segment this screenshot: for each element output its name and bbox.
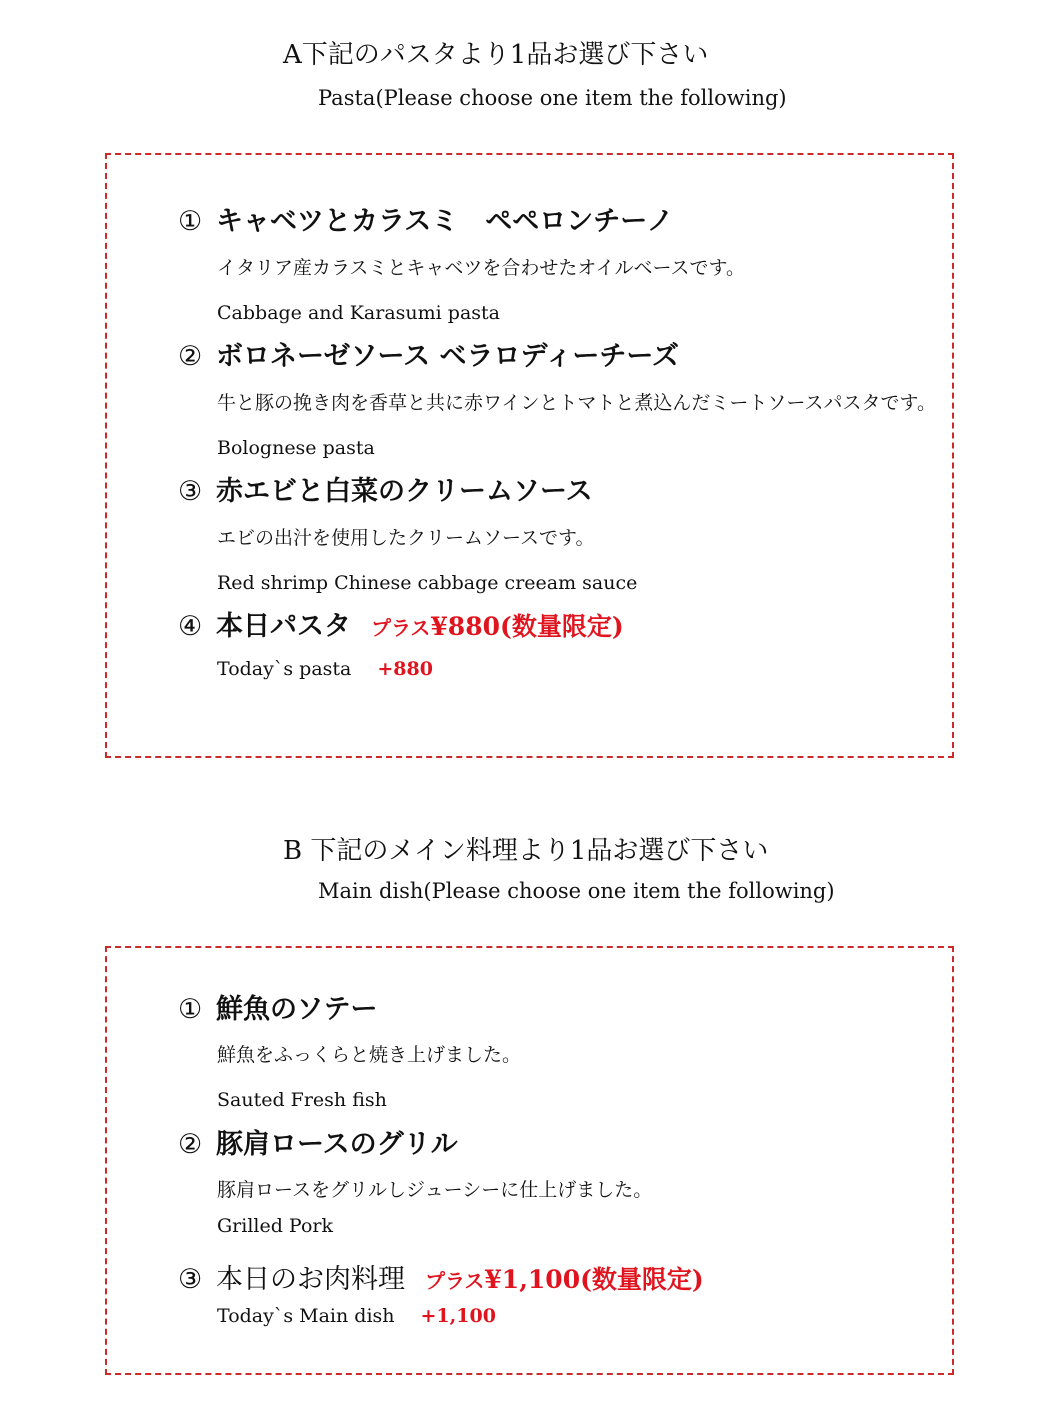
item-number: ③ — [178, 476, 203, 507]
pasta-item-1-title — [178, 206, 674, 238]
item-number: ① — [178, 206, 203, 237]
main-item-2-title — [178, 1129, 458, 1161]
price-value: ¥1,100(数量限定) — [484, 1265, 704, 1294]
english-name: Today`s pasta — [217, 658, 352, 680]
item-name: 本日のお肉料理 — [216, 1264, 405, 1295]
main-item-2-description: 豚肩ロースをグリルしジューシーに仕上げました。 — [217, 1179, 653, 1201]
pasta-item-3-description: エビの出汁を使用したクリームソースです。 — [217, 527, 595, 549]
price-kana: プラス — [371, 616, 431, 640]
section-b-subtitle: Main dish(Please choose one item the following) — [318, 879, 835, 903]
main-item-2-english: Grilled Pork — [217, 1215, 333, 1237]
item-name: キャベツとカラスミ ペペロンチーノ — [216, 206, 674, 237]
english-name: Today`s Main dish — [217, 1305, 395, 1327]
pasta-item-3-title — [178, 476, 593, 508]
item-name: 赤エビと白菜のクリームソース — [216, 476, 593, 507]
section-a-subtitle: Pasta(Please choose one item the following) — [318, 86, 787, 110]
item-number: ③ — [178, 1264, 203, 1295]
section-a-title: A下記のパスタより1品お選び下さい — [283, 40, 709, 70]
price-badge — [425, 1265, 704, 1294]
item-number: ② — [178, 1129, 203, 1160]
extra-price: +1,100 — [420, 1305, 496, 1327]
pasta-item-2-title — [178, 341, 679, 373]
pasta-item-2-description: 牛と豚の挽き肉を香草と共に赤ワインとトマトと煮込んだミートソースパスタです。 — [217, 392, 936, 414]
main-item-1-title — [178, 994, 377, 1026]
item-name: 本日パスタ — [216, 611, 351, 642]
pasta-item-1-description: イタリア産カラスミとキャベツを合わせたオイルベースです。 — [217, 257, 746, 279]
main-item-1-description: 鮮魚をふっくらと焼き上げました。 — [217, 1044, 522, 1066]
main-item-3-english — [217, 1304, 496, 1328]
main-item-3-title — [178, 1264, 704, 1297]
item-number: ④ — [178, 611, 203, 642]
main-item-1-english: Sauted Fresh fish — [217, 1089, 387, 1111]
section-b-title: B 下記のメイン料理より1品お選び下さい — [283, 836, 769, 866]
extra-price: +880 — [377, 658, 433, 680]
price-badge — [371, 612, 624, 641]
pasta-item-4-title — [178, 611, 624, 644]
price-kana: プラス — [425, 1269, 485, 1293]
pasta-item-4-english — [217, 657, 433, 681]
pasta-item-1-english: Cabbage and Karasumi pasta — [217, 302, 500, 324]
pasta-item-3-english: Red shrimp Chinese cabbage creeam sauce — [217, 572, 638, 594]
item-name: ボロネーゼソース ベラロディーチーズ — [216, 341, 679, 372]
price-value: ¥880(数量限定) — [430, 612, 624, 641]
item-number: ② — [178, 341, 203, 372]
item-name: 鮮魚のソテー — [216, 994, 378, 1025]
item-name: 豚肩ロースのグリル — [216, 1129, 458, 1160]
item-number: ① — [178, 994, 203, 1025]
pasta-item-2-english: Bolognese pasta — [217, 437, 375, 459]
